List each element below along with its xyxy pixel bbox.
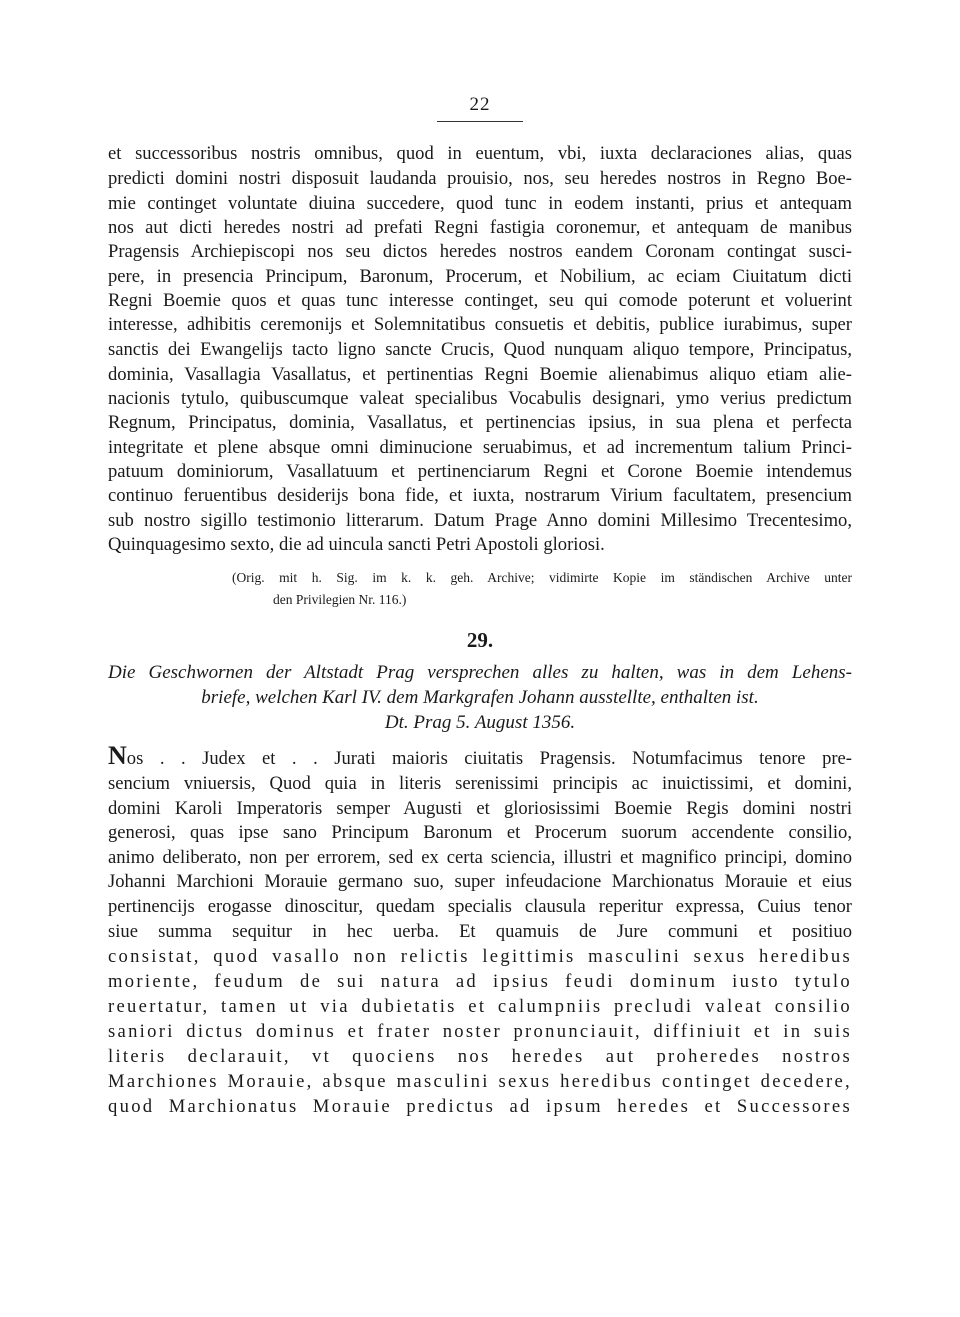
text-line	[108, 741, 852, 771]
text-line: et successoribus nostris omnibus, quod in euentum, vbi, iuxta declaraciones alias, quas	[108, 143, 852, 164]
text-line: Regnum, Principatus, dominia, Vasallatus, et pertinencias ipsius, in sua plena et perfecta	[108, 412, 852, 433]
text-line: nos aut dicti heredes nostri ad prefati Regni fastigia coronemur, et antequam de manibus	[108, 217, 852, 238]
text-line: dominia, Vasallagia Vasallatus, et pertinentias Regni Boemie alienabimus aliquo etiam alie-	[108, 364, 852, 385]
text-line: nacionis tytulo, quibuscumque valeat specialibus Vocabulis designari, ymo verius predictum	[108, 388, 852, 409]
text-line: patuum dominiorum, Vasallatuum et pertinenciarum Regni et Corone Boemie intendemus	[108, 461, 852, 482]
text-line: continuo feruentibus desiderijs bona fide, et iuxta, nostrarum Virium facultatem, presencium	[108, 485, 852, 506]
text-line: sanctis dei Ewangelijs tacto ligno sancte Crucis, Quod nunquam aliquo tempore, Principatus,	[108, 339, 852, 360]
text-line: Quinquagesimo sexto, die ad uincula sancti Petri Apostoli gloriosi.	[108, 534, 605, 555]
page-number-rule	[437, 121, 523, 122]
text-line: sencium vniuersis, Quod quia in literis serenissimi principis ac inuictissimi, et domini,	[108, 773, 852, 794]
text-line: integritate et plene absque omni diminucione seruabimus, et ad incrementum talium Princi-	[108, 437, 852, 458]
text-line: pere, in presencia Principum, Baronum, Procerum, et Nobilium, ac eciam Ciuitatum dicti	[108, 266, 852, 287]
document-date: Dt. Prag 5. August 1356.	[384, 712, 576, 733]
text-line: predicti domini nostri disposuit laudanda prouisio, nos, seu heredes nostros in Regno Boe-	[108, 168, 852, 189]
text-line: siue summa sequitur in hec uerba. Et quamuis de Jure communi et positiuo	[108, 921, 852, 942]
spaced-text-line: reuertatur, tamen ut via dubietatis et calumpniis precludi valeat consilio	[108, 996, 852, 1017]
text-line: animo deliberato, non per errorem, sed ex certa sciencia, illustri et magnifico principi, domino	[108, 847, 852, 868]
text-line: Regni Boemie quos et quas tunc interesse continget, seu qui comode poterunt et voluerint	[108, 290, 852, 311]
spaced-text-line: saniori dictus dominus et frater noster pronunciauit, diffiniuit et in suis	[108, 1021, 852, 1042]
text-line: domini Karoli Imperatoris semper Augusti et gloriosissimi Boemie Regis domini nostri	[108, 798, 852, 819]
text-line: pertinencijs erogasse dinoscitur, quedam specialis clausula reperitur expressa, Cuius tenor	[108, 896, 852, 917]
text-line: Pragensis Archiepiscopi nos seu dictos heredes nostros eandem Coronam contingat susci-	[108, 241, 852, 262]
page-number: 22	[469, 94, 491, 115]
text-line: generosi, quas ipse sano Principum Baronum et Procerum suorum accendente consilio,	[108, 822, 852, 843]
document-heading: briefe, welchen Karl IV. dem Markgrafen Johann ausstellte, enthalten ist.	[201, 687, 759, 708]
text-line: sub nostro sigillo testimonio litterarum. Datum Prage Anno domini Millesimo Trecentesimo,	[108, 510, 852, 531]
text-line: Johanni Marchioni Morauie germano suo, super infeudacione Marchionatus Morauie et eius	[108, 871, 852, 892]
source-note-line: den Privilegien Nr. 116.)	[273, 592, 407, 607]
initial-letter: N	[108, 741, 127, 770]
spaced-text-line: consistat, quod vasallo non relictis legittimis masculini sexus heredibus	[108, 946, 852, 967]
spaced-text-line: literis declarauit, vt quociens nos heredes aut proheredes nostros	[108, 1046, 852, 1067]
document-number: 29.	[466, 628, 494, 652]
spaced-text-line: moriente, feudum de sui natura ad ipsius feudi dominum iusto tytulo	[108, 971, 852, 992]
first-line-text: os . . Judex et . . Jurati maioris ciuitatis Pragensis. Notumfacimus tenore pre-	[126, 748, 852, 769]
document-heading: Die Geschwornen der Altstadt Prag versprechen alles zu halten, was in dem Lehens-	[108, 662, 852, 683]
spaced-text-line: quod Marchionatus Morauie predictus ad ipsum heredes et Successores	[108, 1096, 852, 1117]
text-line: interesse, adhibitis ceremonijs et Solemnitatibus consuetis et debitis, publice iurabimus, super	[108, 314, 852, 335]
text-line: mie continget voluntate diuina succedere, quod tunc in eodem instanti, prius et antequam	[108, 193, 852, 214]
spaced-text-line: Marchiones Morauie, absque masculini sexus heredibus continget decedere,	[108, 1071, 852, 1092]
source-note-line: (Orig. mit h. Sig. im k. k. geh. Archive; vidimirte Kopie im ständischen Archive unter	[232, 570, 852, 585]
